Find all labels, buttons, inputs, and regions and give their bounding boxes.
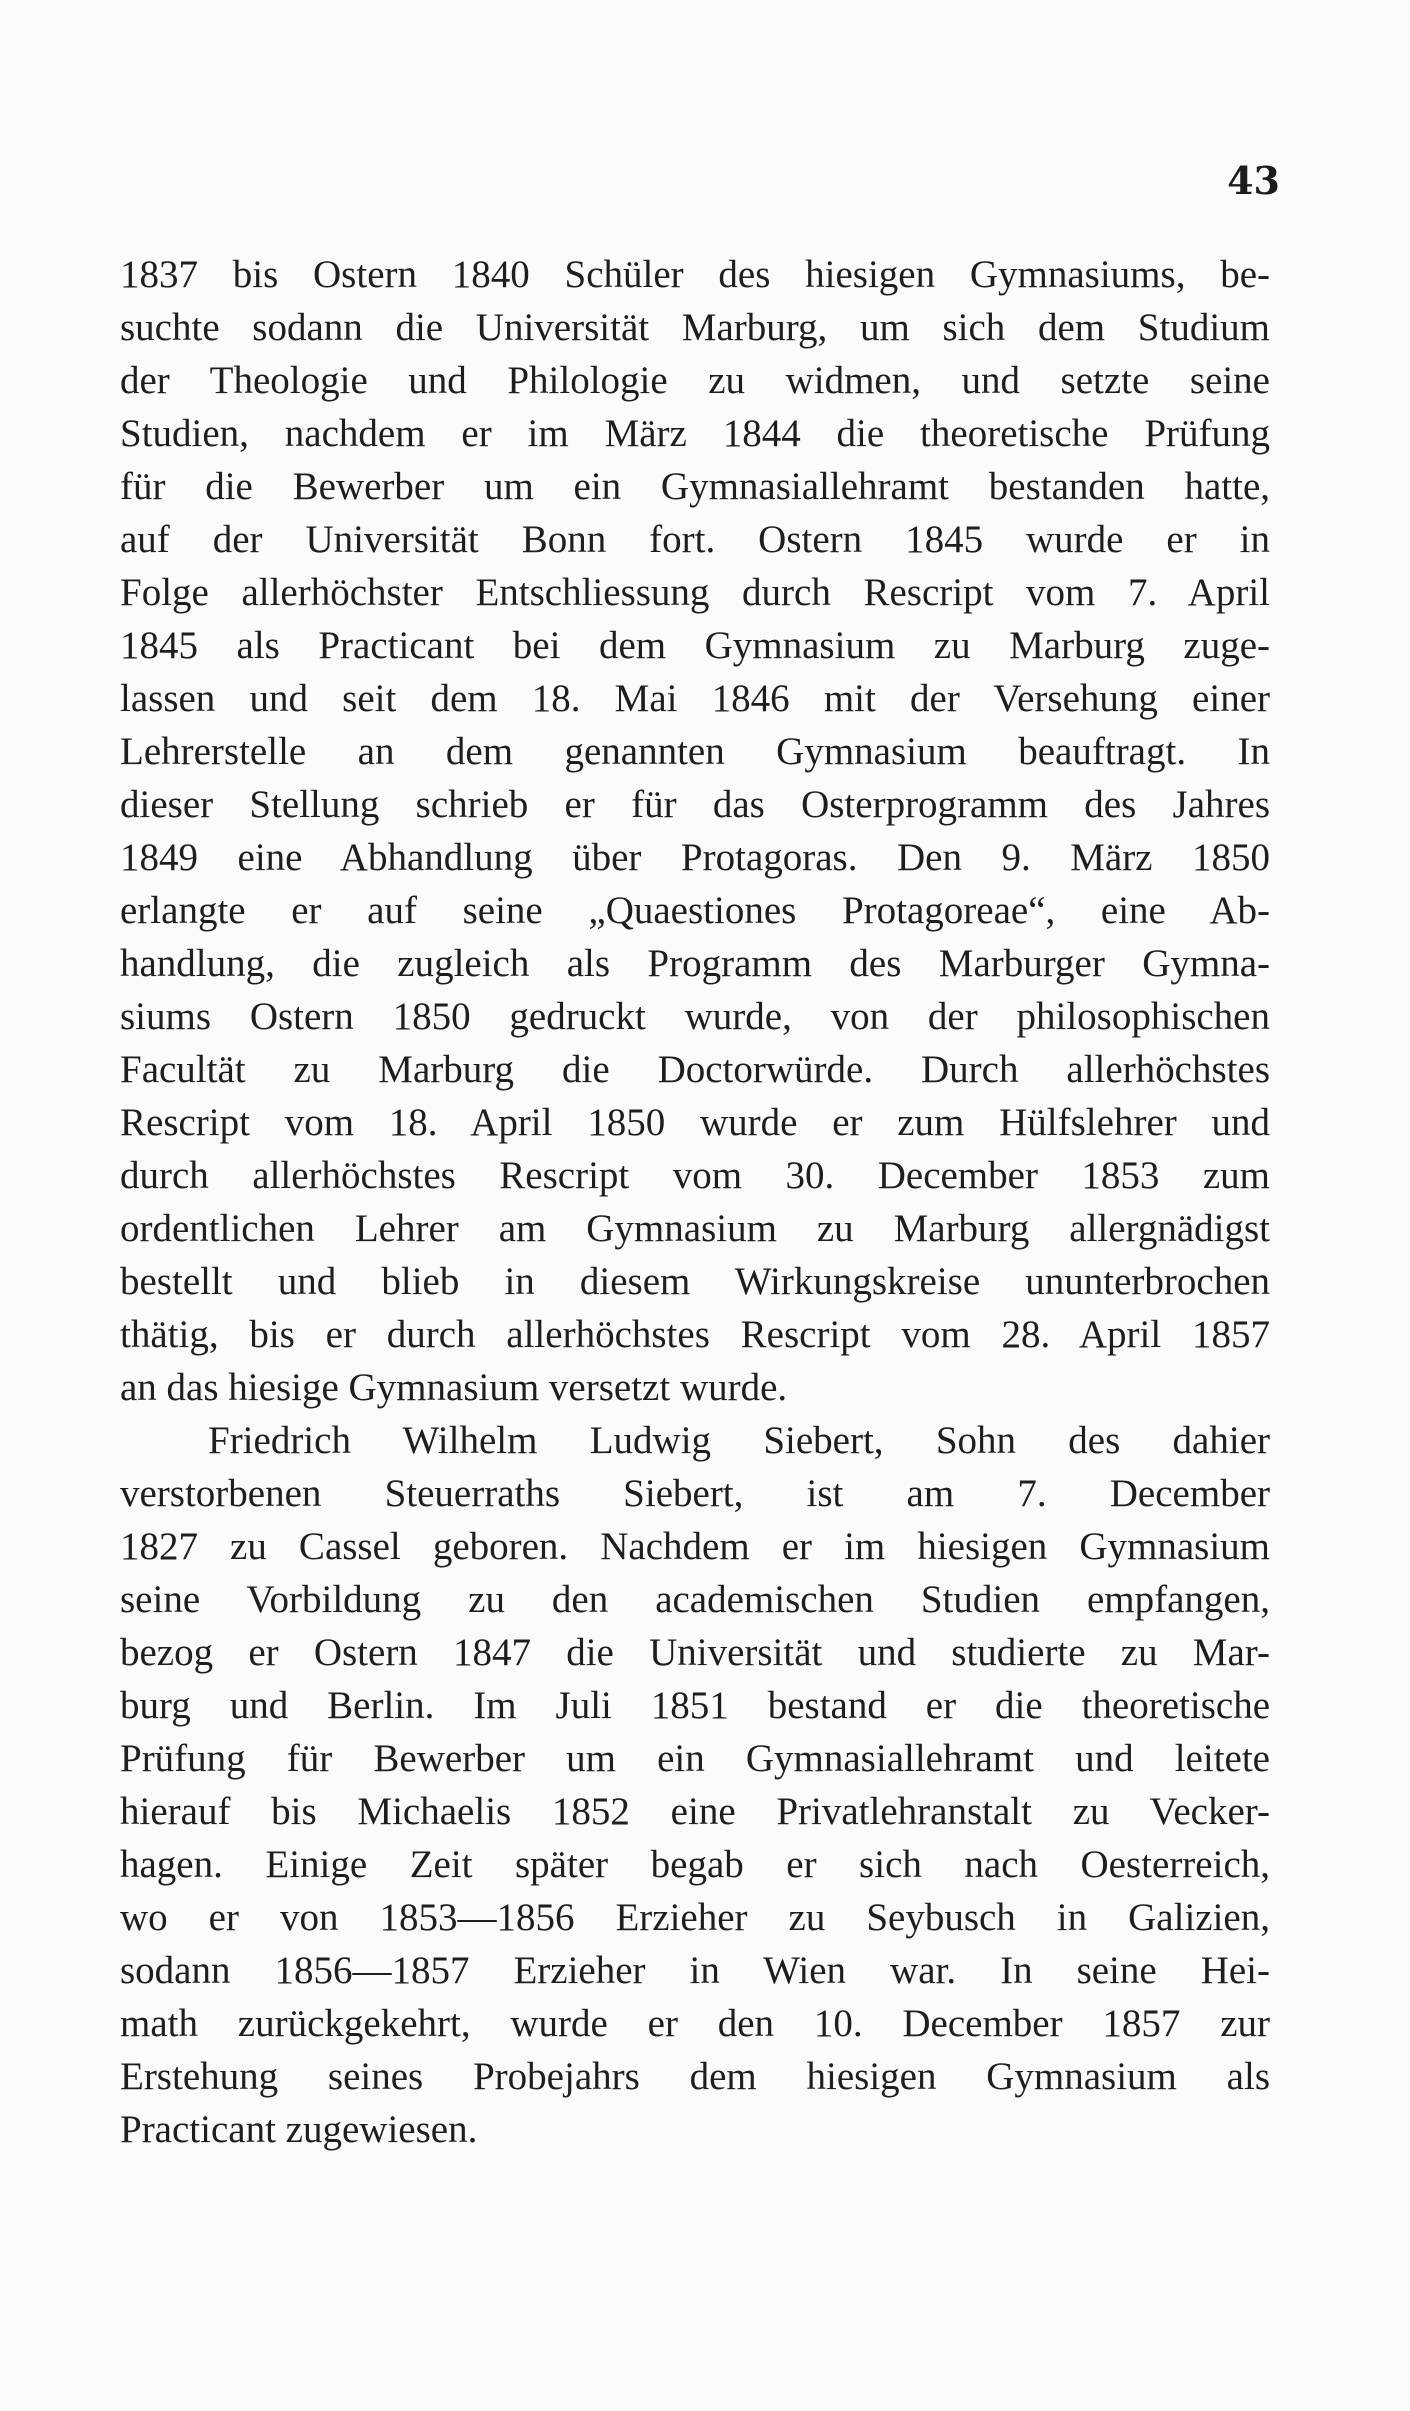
text-line: Facultät zu Marburg die Doctorwürde. Durch allerhöchstes [120,1048,1270,1091]
text-line: der Theologie und Philologie zu widmen, und setzte seine [120,359,1270,402]
text-line: Rescript vom 18. April 1850 wurde er zum Hülfslehrer und [120,1101,1270,1144]
text-line: seine Vorbildung zu den academischen Studien empfangen, [120,1578,1270,1621]
text-line: erlangte er auf seine „Quaestiones Protagoreae“, eine Ab- [120,889,1270,932]
text-line: suchte sodann die Universität Marburg, um sich dem Studium [120,306,1270,349]
text-line: 1849 eine Abhandlung über Protagoras. Den 9. März 1850 [120,836,1270,879]
text-line: bezog er Ostern 1847 die Universität und studierte zu Mar- [120,1631,1270,1674]
text-line: lassen und seit dem 18. Mai 1846 mit der Versehung einer [120,677,1270,720]
text-line: thätig, bis er durch allerhöchstes Rescript vom 28. April 1857 [120,1313,1270,1356]
page-number: 43 [1227,158,1280,203]
text-line: hierauf bis Michaelis 1852 eine Privatlehranstalt zu Vecker- [120,1790,1270,1833]
text-line: handlung, die zugleich als Programm des Marburger Gymna- [120,942,1270,985]
text-line: dieser Stellung schrieb er für das Osterprogramm des Jahres [120,783,1270,826]
text-line: auf der Universität Bonn fort. Ostern 1845 wurde er in [120,518,1270,561]
text-line: an das hiesige Gymnasium versetzt wurde. [120,1366,788,1409]
text-line: wo er von 1853—1856 Erzieher zu Seybusch in Galizien, [120,1896,1270,1939]
text-line: 1837 bis Ostern 1840 Schüler des hiesigen Gymnasiums, be- [120,253,1270,296]
text-line: math zurückgekehrt, wurde er den 10. December 1857 zur [120,2002,1270,2045]
text-line: Lehrerstelle an dem genannten Gymnasium beauftragt. In [120,730,1270,773]
paragraph-1 [120,248,1270,1414]
body-text [120,248,1270,2156]
text-line: Prüfung für Bewerber um ein Gymnasiallehramt und leitete [120,1737,1270,1780]
text-line: für die Bewerber um ein Gymnasiallehramt bestanden hatte, [120,465,1270,508]
text-line: verstorbenen Steuerraths Siebert, ist am 7. December [120,1472,1270,1515]
text-line: Erstehung seines Probejahrs dem hiesigen Gymnasium als [120,2055,1270,2098]
text-line: Studien, nachdem er im März 1844 die theoretische Prüfung [120,412,1270,455]
text-line: ordentlichen Lehrer am Gymnasium zu Marburg allergnädigst [120,1207,1270,1250]
text-line: hagen. Einige Zeit später begab er sich nach Oesterreich, [120,1843,1270,1886]
text-line: siums Ostern 1850 gedruckt wurde, von der philosophischen [120,995,1270,1038]
text-line: 1845 als Practicant bei dem Gymnasium zu Marburg zuge- [120,624,1270,667]
text-line: bestellt und blieb in diesem Wirkungskreise ununterbrochen [120,1260,1270,1303]
text-line: Practicant zugewiesen. [120,2108,478,2151]
text-line: durch allerhöchstes Rescript vom 30. December 1853 zum [120,1154,1270,1197]
text-line: sodann 1856—1857 Erzieher in Wien war. In seine Hei- [120,1949,1270,1992]
text-line: Friedrich Wilhelm Ludwig Siebert, Sohn des dahier [208,1419,1270,1462]
text-line: burg und Berlin. Im Juli 1851 bestand er die theoretische [120,1684,1270,1727]
text-line: Folge allerhöchster Entschliessung durch Rescript vom 7. April [120,571,1270,614]
text-line: 1827 zu Cassel geboren. Nachdem er im hiesigen Gymnasium [120,1525,1270,1568]
paragraph-2 [120,1414,1270,2156]
